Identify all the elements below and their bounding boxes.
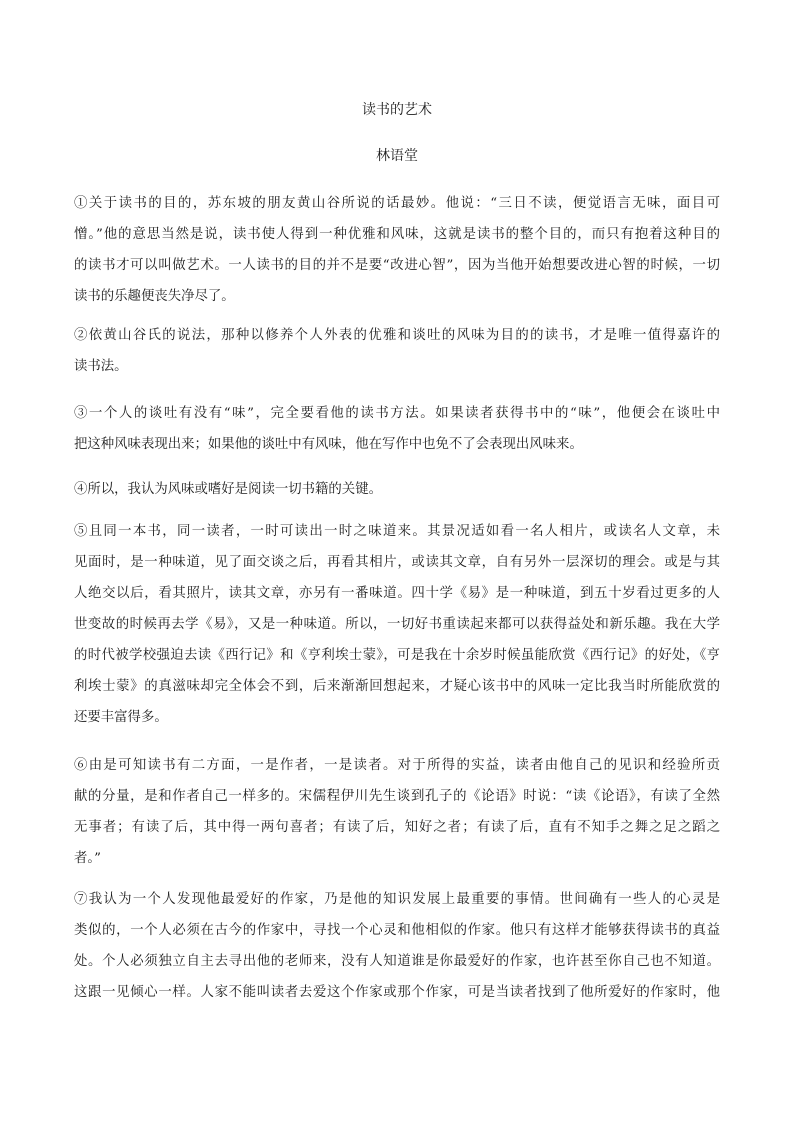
paragraph-line: 读书的乐趣便丧失净尽了。 [74,289,235,304]
paragraph-line: ⑥由是可知读书有二方面，一是作者，一是读者。对于所得的实益，读者由他自己的见识和经验所贡 [74,758,720,773]
paragraph-line: ⑤且同一本书，同一读者，一时可读出一时之味道来。其景况适如看一名人相片，或读名人文章，未 [74,524,720,539]
paragraph-line: 见面时，是一种味道，见了面交谈之后，再看其相片，或读其文章，自有另外一层深切的理会。或是与其 [74,555,720,570]
paragraph-line: 的读书才可以叫做艺术。一人读书的目的并不是要“改进心智”，因为当他开始想要改进心智的时候，一切 [74,258,720,273]
paragraph-line: ③一个人的谈吐有没有“味”，完全要看他的读书方法。如果读者获得书中的“味”，他便会在谈吐中 [74,406,720,421]
document-author: 林语堂 [376,148,418,164]
paragraph-line: 处。个人必须独立自主去寻出他的老师来，没有人知道谁是你最爱好的作家，也许甚至你自己也不知道。 [74,954,720,969]
paragraph-3 [74,398,720,460]
paragraph-6 [74,750,720,874]
paragraph-line: 这跟一见倾心一样。人家不能叫读者去爱这个作家或那个作家，可是当读者找到了他所爱好的作家时，他 [74,985,720,1000]
paragraph-line: 还要丰富得多。 [74,710,168,725]
paragraph-line: 的时代被学校强迫去读《西行记》和《亨利埃士蒙》，可是我在十余岁时候虽能欣赏《西行记》的好处，《亨 [74,648,720,663]
paragraph-4 [74,474,720,505]
paragraph-5 [74,516,720,733]
paragraph-2 [74,320,720,382]
paragraph-line: 无事者；有读了后，其中得一两句喜者；有读了后，知好之者；有读了后，直有不知手之舞之足之蹈之 [74,820,720,835]
paragraph-line: ④所以，我认为风味或嗜好是阅读一切书籍的关键。 [74,482,382,497]
paragraph-line: 类似的，一个人必须在古今的作家中，寻找一个心灵和他相似的作家。他只有这样才能够获得读书的真益 [74,923,720,938]
paragraph-line: 者。” [74,851,101,866]
paragraph-line: 人绝交以后，看其照片，读其文章，亦另有一番味道。四十学《易》是一种味道，到五十岁看过更多的人 [74,586,720,601]
paragraph-line: ①关于读书的目的，苏东坡的朋友黄山谷所说的话最妙。他说：“三日不读，便觉语言无味，面目可 [74,196,720,211]
paragraph-line: ⑦我认为一个人发现他最爱好的作家，乃是他的知识发展上最重要的事情。世间确有一些人的心灵是 [74,892,720,907]
paragraph-line: ②依黄山谷氏的说法，那种以修养个人外表的优雅和谈吐的风味为目的的读书，才是唯一值得嘉许的 [74,328,720,343]
paragraph-7 [74,884,720,1008]
paragraph-line: 憎。”他的意思当然是说，读书使人得到一种优雅和风味，这就是读书的整个目的，而只有抱着这种目的 [74,227,720,242]
paragraph-line: 把这种风味表现出来；如果他的谈吐中有风味，他在写作中也免不了会表现出风味来。 [74,437,583,452]
paragraph-1 [74,188,720,312]
paragraph-line: 世变故的时候再去学《易》，又是一种味道。所以，一切好书重读起来都可以获得益处和新乐趣。我在大学 [74,617,720,632]
paragraph-line: 利埃士蒙》的真滋味却完全体会不到，后来渐渐回想起来，才疑心该书中的风味一定比我当时所能欣赏的 [74,679,720,694]
paragraph-line: 献的分量，是和作者自己一样多的。宋儒程伊川先生谈到孔子的《论语》时说：“读《论语》，有读了全然 [74,789,720,804]
document-title: 读书的艺术 [362,102,432,118]
paragraph-line: 读书法。 [74,359,128,374]
